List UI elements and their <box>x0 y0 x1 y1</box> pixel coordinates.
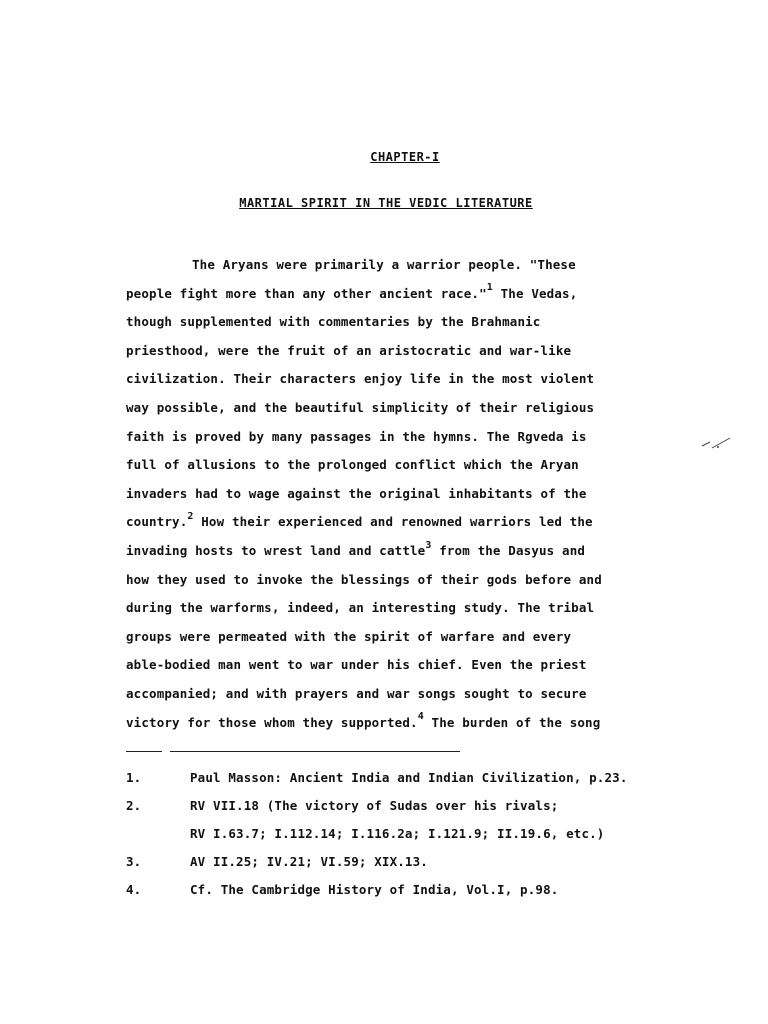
footnote-text: AV II.25; IV.21; VI.59; XIX.13. <box>190 853 428 869</box>
body-line-text: full of allusions to the prolonged conflict which the Aryan <box>126 457 579 473</box>
body-line-text: country. <box>126 514 188 530</box>
footnote-rule-long <box>170 751 460 752</box>
body-line-text: accompanied; and with prayers and war songs sought to secure <box>126 685 587 701</box>
footnote-text: RV VII.18 (The victory of Sudas over his rivals; <box>190 797 559 813</box>
body-line <box>126 651 706 680</box>
body-line-text: during the warforms, indeed, an interesting study. The tribal <box>126 600 595 616</box>
footnote-text: RV I.63.7; I.112.14; I.116.2a; I.121.9; II.19.6, etc.) <box>190 825 605 841</box>
footnote-text: Cf. The Cambridge History of India, Vol.I, p.98. <box>190 881 559 897</box>
body-line <box>126 365 706 394</box>
body-line <box>126 280 706 309</box>
body-paragraph <box>126 251 706 737</box>
footnote-entry <box>126 763 746 791</box>
footnote-number: 3. <box>126 853 142 869</box>
body-line-text: groups were permeated with the spirit of warfare and every <box>126 628 572 644</box>
body-line <box>126 566 706 595</box>
footnote-reference: 2 <box>187 511 194 523</box>
body-line <box>126 251 706 280</box>
footnote-entry <box>126 819 746 847</box>
footnote-entry <box>126 847 746 875</box>
footnote-reference: 4 <box>417 711 424 723</box>
body-line <box>126 623 706 652</box>
margin-pencil-mark <box>700 432 734 454</box>
footnote-entry <box>126 875 746 903</box>
footnote-separator <box>126 750 466 754</box>
body-line-text: priesthood, were the fruit of an aristocratic and war-like <box>126 342 572 358</box>
body-line-text: victory for those whom they supported. <box>126 714 418 730</box>
body-line <box>126 451 706 480</box>
footnote-entry <box>126 791 746 819</box>
body-line-text: from the Dasyus and <box>431 542 586 558</box>
body-line-text: How their experienced and renowned warriors led the <box>193 514 593 530</box>
footnote-rule-short <box>126 751 162 752</box>
footnote-reference: 3 <box>425 539 432 551</box>
body-line <box>126 423 706 452</box>
body-line-text: able-bodied man went to war under his chief. Even the priest <box>126 657 587 673</box>
body-line-text: The burden of the song <box>423 714 601 730</box>
body-line-text: though supplemented with commentaries by the Brahmanic <box>126 314 541 330</box>
body-line <box>126 394 706 423</box>
body-line-text: faith is proved by many passages in the hymns. The Rgveda is <box>126 428 587 444</box>
body-line-text: people fight more than any other ancient race." <box>126 285 487 301</box>
footnote-text: Paul Masson: Ancient India and Indian Civilization, p.23. <box>190 769 628 785</box>
chapter-title: CHAPTER-I <box>370 150 440 164</box>
body-line-text: how they used to invoke the blessings of their gods before and <box>126 571 602 587</box>
body-line <box>126 508 706 537</box>
body-line-text: way possible, and the beautiful simplicity of their religious <box>126 399 595 415</box>
body-line <box>126 337 706 366</box>
body-line <box>126 308 706 337</box>
body-line <box>126 537 706 566</box>
footnote-number: 4. <box>126 881 142 897</box>
body-line-text: The Vedas, <box>492 285 578 301</box>
footnote-number: 1. <box>126 769 142 785</box>
body-line-text: invaders had to wage against the original inhabitants of the <box>126 485 587 501</box>
footnotes <box>126 763 746 903</box>
footnote-reference: 1 <box>486 282 493 294</box>
chapter-subtitle: MARTIAL SPIRIT IN THE VEDIC LITERATURE <box>239 196 533 210</box>
body-line-text: The Aryans were primarily a warrior people. "These <box>192 257 576 272</box>
body-line-text: civilization. Their characters enjoy life in the most violent <box>126 371 595 387</box>
body-line <box>126 480 706 509</box>
footnote-number: 2. <box>126 797 142 813</box>
body-line <box>126 594 706 623</box>
body-line <box>126 680 706 709</box>
body-line <box>126 709 706 738</box>
body-line-text: invading hosts to wrest land and cattle <box>126 542 426 558</box>
